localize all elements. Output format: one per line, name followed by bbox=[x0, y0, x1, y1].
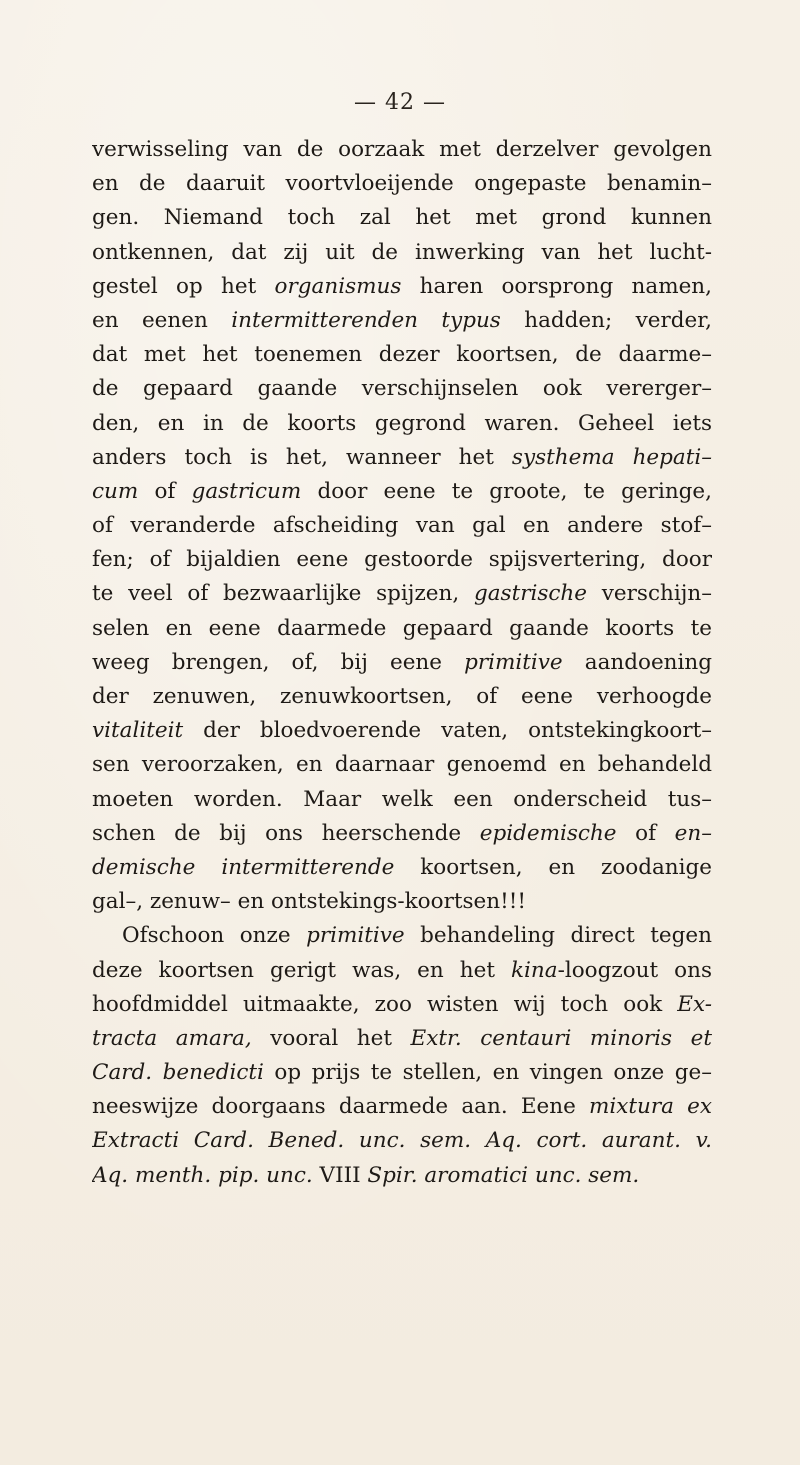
text-segment: haren oorsprong namen, bbox=[401, 273, 712, 299]
text-segment: anders toch is het, wanneer het bbox=[92, 444, 512, 470]
text-segment: selen en eene daarmede gepaard gaande koorts te bbox=[92, 615, 712, 641]
text-segment: schen de bij ons heerschende bbox=[92, 820, 480, 846]
text-segment: hadden; verder, bbox=[500, 307, 712, 333]
italic-text: cum bbox=[92, 478, 139, 504]
text-line bbox=[92, 680, 712, 714]
text-line bbox=[92, 1124, 712, 1158]
text-segment: ontkennen, dat zij uit de inwerking van het lucht- bbox=[92, 239, 712, 265]
text-segment: verwisseling van de oorzaak met derzelver gevolgen bbox=[92, 137, 712, 162]
italic-text: Extracti Card. Bened. unc. sem. Aq. cort. aurant. v. bbox=[92, 1128, 712, 1154]
body-text bbox=[92, 133, 712, 1193]
text-line bbox=[92, 1090, 712, 1124]
text-segment: fen; of bijaldien eene gestoorde spijsvertering, door bbox=[92, 547, 712, 573]
text-line bbox=[92, 954, 712, 988]
text-line bbox=[92, 372, 712, 406]
text-line bbox=[92, 1056, 712, 1090]
text-segment: gen. Niemand toch zal het met grond kunnen bbox=[92, 205, 712, 231]
text-line bbox=[92, 441, 712, 475]
text-line bbox=[92, 201, 712, 235]
italic-text: demische intermitterende bbox=[92, 854, 395, 880]
text-segment: aandoening bbox=[562, 649, 712, 675]
text-segment: en de daaruit voortvloeijende ongepaste benamin– bbox=[92, 171, 712, 197]
text-line bbox=[92, 885, 712, 919]
text-line bbox=[92, 817, 712, 851]
text-line bbox=[92, 338, 712, 372]
text-segment: der bloedvoerende vaten, ontstekingkoort– bbox=[183, 718, 712, 744]
text-segment: of veranderde afscheiding van gal en andere stof– bbox=[92, 513, 712, 539]
text-line bbox=[92, 304, 712, 338]
italic-text: systhema hepati– bbox=[511, 444, 712, 470]
text-line bbox=[92, 509, 712, 543]
italic-text: gastricum bbox=[191, 478, 302, 504]
italic-text: en– bbox=[674, 820, 712, 846]
text-segment: koortsen, en zoodanige bbox=[394, 854, 712, 880]
text-line bbox=[92, 783, 712, 817]
italic-text: Extr. centauri minoris et bbox=[410, 1025, 712, 1051]
text-segment: deze koortsen gerigt was, en het bbox=[92, 957, 512, 983]
text-segment: of bbox=[138, 478, 192, 504]
text-line bbox=[92, 407, 712, 441]
text-line bbox=[92, 270, 712, 304]
text-segment: door eene te groote, te geringe, bbox=[301, 478, 712, 504]
text-line bbox=[92, 543, 712, 577]
text-segment: hoofdmiddel uitmaakte, zoo wisten wij toch ook bbox=[92, 991, 678, 1017]
text-line bbox=[92, 236, 712, 270]
text-segment: op prijs te stellen, en vingen onze ge– bbox=[263, 1060, 712, 1086]
text-line bbox=[92, 748, 712, 782]
text-line bbox=[92, 577, 712, 611]
text-segment: vooral het bbox=[251, 1025, 411, 1051]
text-line bbox=[92, 167, 712, 201]
text-line bbox=[92, 475, 712, 509]
italic-text: Spir. aromatici unc. sem. bbox=[367, 1162, 640, 1188]
text-line bbox=[92, 133, 712, 167]
text-segment: der zenuwen, zenuwkoortsen, of eene verhoogde bbox=[92, 684, 712, 709]
text-line bbox=[92, 1159, 712, 1193]
italic-text: Aq. menth. pip. unc. bbox=[92, 1162, 313, 1188]
text-segment: weeg brengen, of, bij eene bbox=[92, 649, 465, 675]
italic-text: Card. benedicti bbox=[92, 1060, 264, 1086]
italic-text: primitive bbox=[306, 923, 405, 949]
text-segment: gestel op het bbox=[92, 273, 275, 299]
text-segment: -loogzout ons bbox=[557, 957, 712, 983]
text-line bbox=[92, 1022, 712, 1056]
text-segment: verschijn– bbox=[587, 581, 712, 607]
italic-text: primitive bbox=[464, 649, 563, 675]
text-line bbox=[92, 646, 712, 680]
text-line bbox=[92, 612, 712, 646]
text-line bbox=[92, 714, 712, 748]
italic-text: intermitterenden typus bbox=[231, 307, 501, 333]
text-segment: moeten worden. Maar welk een onderscheid tus– bbox=[92, 786, 712, 812]
italic-text: gastrische bbox=[473, 581, 588, 607]
text-segment: VIII bbox=[312, 1162, 368, 1188]
text-segment: behandeling direct tegen bbox=[404, 923, 712, 949]
text-segment: neeswijze doorgaans daarmede aan. Eene bbox=[92, 1094, 589, 1120]
italic-text: mixtura ex bbox=[589, 1094, 712, 1120]
text-line bbox=[92, 919, 712, 953]
text-line bbox=[92, 851, 712, 885]
italic-text: Ex- bbox=[677, 991, 712, 1017]
italic-text: organismus bbox=[274, 273, 402, 299]
italic-text: vitaliteit bbox=[92, 718, 184, 744]
italic-text: tracta amara, bbox=[92, 1025, 252, 1051]
page-number: — 42 — bbox=[354, 90, 446, 115]
text-segment: de gepaard gaande verschijnselen ook vererger– bbox=[92, 376, 712, 402]
text-segment: sen veroorzaken, en daarnaar genoemd en behandeld bbox=[92, 752, 712, 778]
text-segment: en eenen bbox=[92, 307, 232, 333]
text-segment: dat met het toenemen dezer koortsen, de daarme– bbox=[92, 342, 712, 368]
italic-text: kina bbox=[511, 957, 558, 983]
text-segment: den, en in de koorts gegrond waren. Geheel iets bbox=[92, 410, 712, 436]
text-segment: te veel of bezwaarlijke spijzen, bbox=[92, 581, 474, 607]
text-line bbox=[92, 988, 712, 1022]
italic-text: epidemische bbox=[479, 820, 617, 846]
text-segment: gal–, zenuw– en ontstekings-koortsen!!! bbox=[92, 889, 527, 915]
text-segment: Ofschoon onze bbox=[122, 923, 307, 949]
text-segment: of bbox=[616, 820, 675, 846]
